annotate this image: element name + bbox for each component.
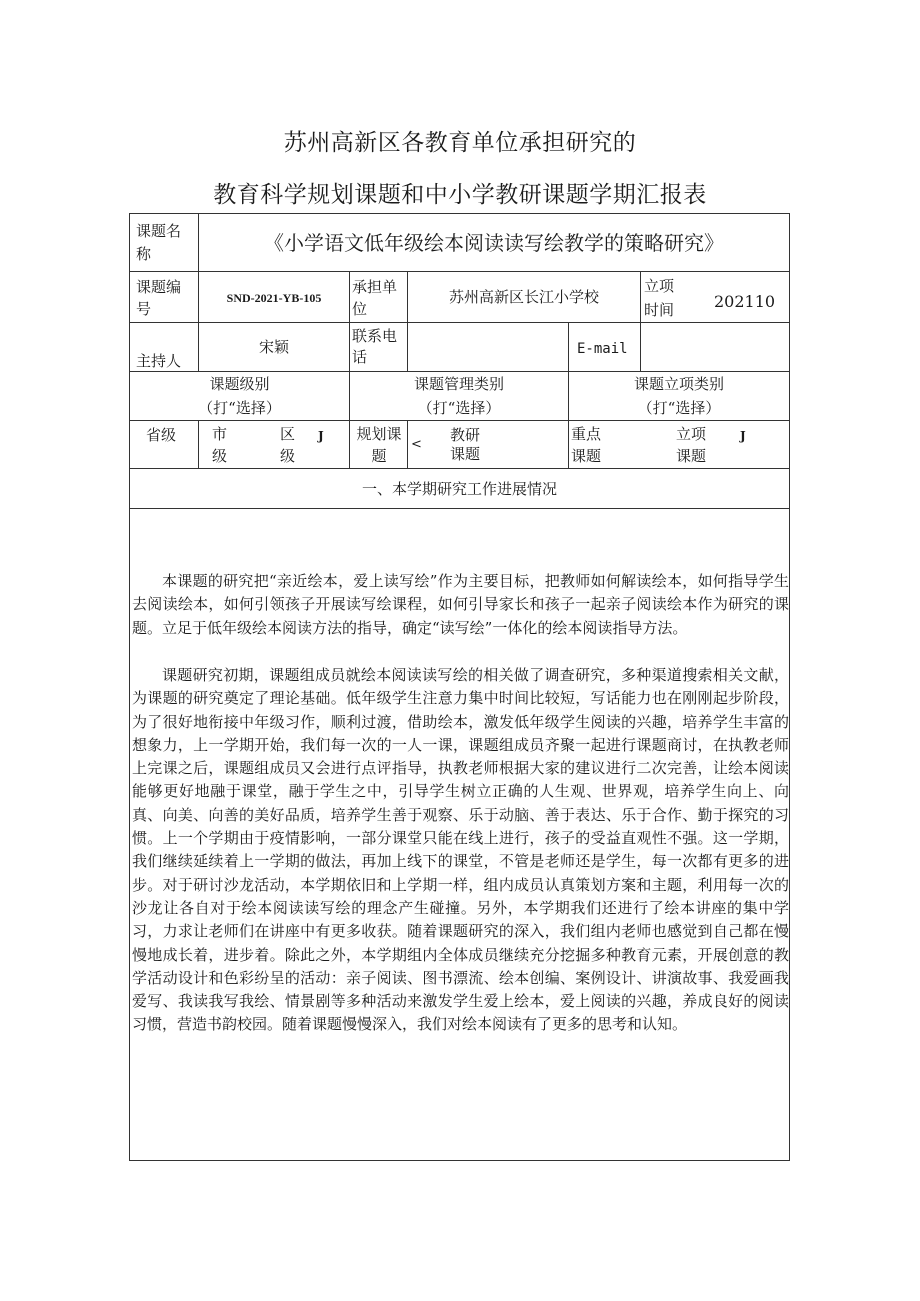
level-header: 课题级别 — [209, 375, 270, 393]
col-divider — [407, 420, 408, 468]
option-city-line2: 级 — [212, 447, 228, 465]
col-divider — [198, 420, 199, 468]
col-divider — [349, 420, 350, 468]
option-city — [212, 423, 227, 467]
row-divider — [129, 420, 790, 421]
col-divider — [349, 322, 350, 371]
row-divider — [129, 508, 790, 509]
option-district-line1: 区 — [280, 425, 296, 443]
option-city-line1: 市 — [212, 425, 228, 443]
table-border-right — [789, 213, 790, 1160]
option-key-line1: 重点 — [571, 425, 602, 443]
level-hint: （打“选择） — [198, 399, 281, 417]
col-divider — [640, 271, 641, 322]
undertaking-unit-label: 承担单位 — [352, 278, 398, 318]
check-mark-approved: J — [740, 429, 746, 443]
row-divider — [129, 468, 790, 469]
doc-title-line1: 苏州高新区各教育单位承担研究的 — [283, 130, 637, 156]
option-approved — [676, 423, 706, 467]
option-research-line2: 课题 — [450, 445, 481, 463]
option-plan-line1: 规划课 — [356, 425, 402, 443]
body-paragraph-2: 课题研究初期，课题组成员就绘本阅读读写绘的相关做了调查研究，多种渠道搜索相关文献，为课题的研究奠定了理论基础。低年级学生注意力集中时间比较短，写话能力也在刚刚起步阶段，为了很好地衔接中年级习作，顺利过渡，借助绘本，激发低年级学生阅读的兴趣，培养学生丰富的想象力，上一学期开始，我们每一次的一人一课，课题组成员齐聚一起进行课题商讨，在执教老师上完课之后，课题组成员又会进行点评指导，执教老师根据大家的建议进行二次完善，让绘本阅读能够更好地融于课堂，融于学生之中，引导学生树立正确的人生观、世界观，培养学生向上、向真、向美、向善的美好品质，培养学生善于观察、乐于动脑、善于表达、乐于合作、勤于探究的习惯。上一个学期由于疫情影响，一部分课堂只能在线上进行，孩子的受益直观性不强。这一学期，我们继续延续着上一学期的做法，再加上线下的课堂，不管是老师还是学生，每一次都有更多的进步。对于研讨沙龙活动，本学期依旧和上学期一样，组内成员认真策划方案和主题，利用每一次的沙龙让各自对于绘本阅读读写绘的理念产生碰撞。另外，本学期我们还进行了绘本讲座的集中学习，力求让老师们在讲座中有更多收获。随着课题研究的深入，我们组内老师也感觉到自己都在慢慢地成长着，进步着。除此之外，本学期组内全体成员继续充分挖掘多种教育元素，开展创意的教学活动设计和色彩纷呈的活动：亲子阅读、图书漂流、绘本创编、案例设计、讲演故事、我爱画我爱写、我读我写我绘、情景剧等多种活动来激发学生爱上绘本，爱上阅读的兴趣，养成良好的阅读习惯，营造书韵校园。随着课题慢慢深入，我们对绘本阅读有了更多的思考和认知。 — [132, 666, 789, 1034]
phone-label: 联系电话 — [352, 327, 398, 366]
mgmt-hint: （打“选择） — [417, 399, 501, 417]
row-divider — [129, 322, 790, 323]
table-border-left — [129, 213, 130, 1160]
topic-name-label: 课题名称 — [136, 222, 182, 263]
option-plan — [352, 423, 406, 467]
option-approved-line1: 立项 — [676, 425, 707, 443]
doc-title-line2: 教育科学规划课题和中小学教研课题学期汇报表 — [213, 182, 707, 208]
host-label: 主持人 — [136, 352, 182, 370]
mgmt-header: 课题管理类别 — [413, 375, 504, 393]
col-divider — [407, 322, 408, 371]
topic-code-value: SND-2021-YB-105 — [226, 291, 322, 305]
row-divider — [129, 271, 790, 272]
option-research — [450, 426, 480, 464]
option-approved-line2: 课题 — [676, 447, 707, 465]
email-label: E-mail — [577, 341, 628, 357]
option-plan-line2: 题 — [371, 447, 387, 465]
option-research-line1: 教研 — [450, 426, 481, 444]
approval-time-label: 立项时间 — [644, 277, 675, 319]
check-mark-district: J — [318, 429, 324, 443]
option-key-line2: 课题 — [571, 447, 602, 465]
host-value: 宋颖 — [258, 338, 289, 356]
table-border-bottom — [129, 1160, 790, 1161]
col-divider — [568, 420, 569, 468]
option-district — [280, 423, 295, 467]
table-border-top — [129, 213, 790, 214]
section-heading: 一、本学期研究工作进展情况 — [361, 480, 557, 498]
topic-code-label: 课题编号 — [136, 278, 182, 318]
topic-name-value: 《小学语文低年级绘本阅读读写绘教学的策略研究》 — [264, 231, 724, 255]
body-paragraph-1: 本课题的研究把“亲近绘本，爱上读写绘”作为主要目标，把教师如何解读绘本，如何指导学生去阅读绘本，如何引领孩子开展读写绘课程，如何引导家长和孩子一起亲子阅读绘本作为研究的课题。立足于低年级绘本阅读方法的指导，确定“读写绘”一体化的绘本阅读指导方法。 — [132, 572, 789, 637]
col-divider — [568, 322, 569, 371]
option-district-line2: 级 — [280, 447, 296, 465]
type-hint: （打“选择） — [637, 399, 721, 417]
col-divider — [349, 271, 350, 322]
row-divider — [129, 371, 790, 372]
option-province: 省级 — [146, 426, 177, 444]
option-key — [571, 423, 601, 467]
approval-time-value: 202110 — [714, 292, 776, 311]
undertaking-unit-value: 苏州高新区长江小学校 — [448, 288, 599, 306]
check-mark-plan: < — [411, 437, 422, 452]
type-header: 课题立项类别 — [633, 375, 724, 393]
col-divider — [640, 322, 641, 371]
